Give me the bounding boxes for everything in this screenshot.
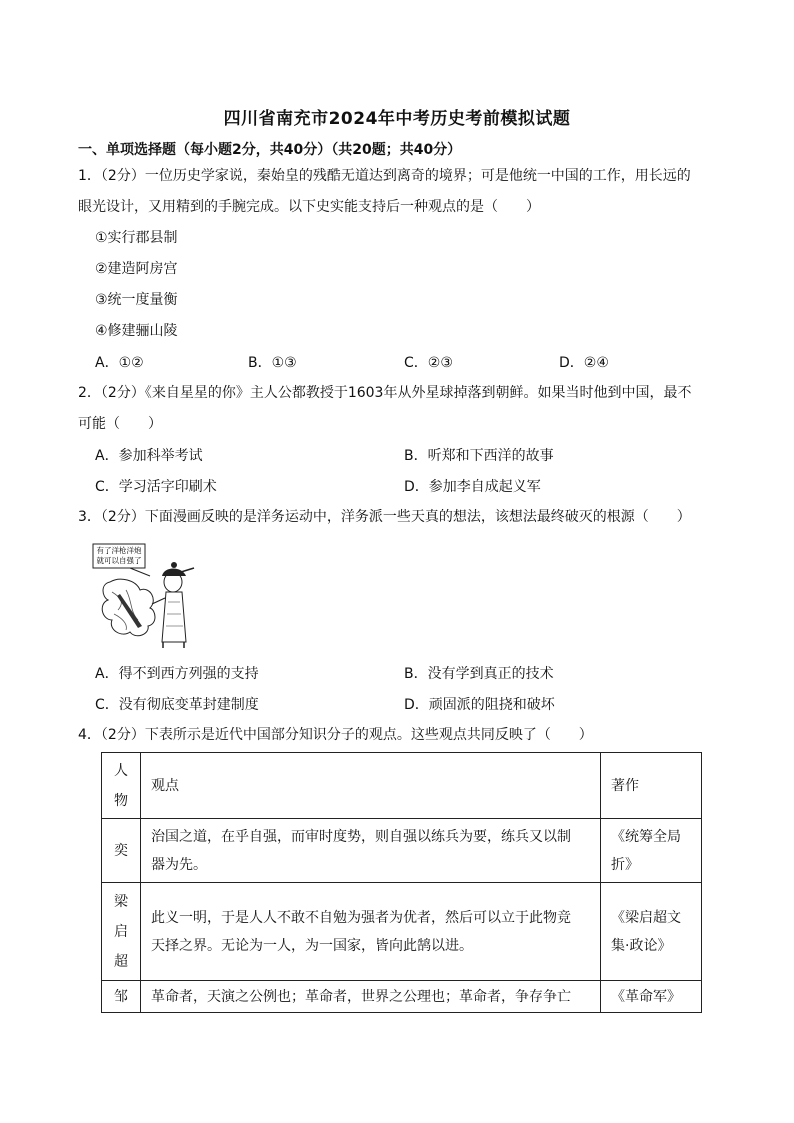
row2-work-line2: 集·政论》 [611, 937, 672, 954]
row2-view-line1: 此义一明，于是人人不敢不自勉为强者为优者，然后可以立于此物竞 [151, 909, 571, 926]
q1-option-c[interactable]: C．②③ [404, 355, 453, 371]
q2-stem-line2: 可能（ ） [78, 416, 162, 432]
row2-view [141, 883, 601, 981]
table-row [102, 981, 702, 1013]
row3-work: 《革命军》 [601, 981, 702, 1013]
row2-work [601, 883, 702, 981]
q1-stem-line1: 1．（2分）一位历史学家说，秦始皇的残酷无道达到离奇的境界；可是他统一中国的工作，用长远的 [78, 168, 691, 184]
row1-view-line1: 治国之道，在乎自强，而审时度势，则自强以练兵为要，练兵又以制 [151, 828, 571, 845]
header-work: 著作 [601, 753, 702, 819]
q2-option-d[interactable]: D．参加李自成起义军 [404, 479, 541, 495]
row2-person [102, 883, 141, 981]
q2-option-c[interactable]: C．学习活字印刷术 [95, 479, 217, 495]
row3-view: 革命者，天演之公例也；革命者，世界之公理也；革命者，争存争亡 [141, 981, 601, 1013]
row2-work-line1: 《梁启超文 [611, 909, 681, 926]
row1-view [141, 819, 601, 883]
q4-stem: 4．（2分）下表所示是近代中国部分知识分子的观点。这些观点共同反映了（ ） [78, 727, 593, 743]
q1-item-3: ③统一度量衡 [95, 292, 178, 308]
header-person [102, 753, 141, 819]
header-person-char2: 物 [114, 792, 128, 809]
q3-option-d[interactable]: D．顽固派的阻挠和破坏 [404, 697, 555, 713]
q3-cartoon [90, 542, 200, 652]
section-heading: 一、单项选择题（每小题2分，共40分）（共20题；共40分） [78, 142, 462, 158]
q1-option-d[interactable]: D．②④ [559, 355, 609, 371]
q1-item-2: ②建造阿房宫 [95, 261, 178, 277]
cartoon-caption-line1: 有了洋枪洋炮 [96, 546, 142, 555]
q3-option-c[interactable]: C．没有彻底变革封建制度 [95, 697, 259, 713]
q2-option-b[interactable]: B．听郑和下西洋的故事 [404, 448, 554, 464]
header-person-char1: 人 [114, 762, 128, 779]
row2-person-char1: 梁 [114, 893, 128, 910]
q1-item-1: ①实行郡县制 [95, 230, 178, 246]
q1-option-b[interactable]: B．①③ [248, 355, 297, 371]
q4-table [101, 752, 702, 1013]
q3-stem: 3．（2分）下面漫画反映的是洋务运动中，洋务派一些天真的想法，该想法最终破灭的根源（ ） [78, 509, 691, 525]
row1-work-line2: 折》 [611, 856, 639, 873]
row2-view-line2: 天择之界。无论为一人，为一国家，皆向此鹄以进。 [151, 937, 473, 954]
row1-person: 奕 [102, 819, 141, 883]
q3-option-a[interactable]: A．得不到西方列强的支持 [95, 666, 259, 682]
row1-view-line2: 器为先。 [151, 856, 207, 873]
q1-item-4: ④修建骊山陵 [95, 323, 178, 339]
q3-option-b[interactable]: B．没有学到真正的技术 [404, 666, 554, 682]
row2-person-char3: 超 [114, 953, 128, 970]
table-header-row [102, 753, 702, 819]
row2-person-char2: 启 [114, 923, 128, 940]
official-cartoon-illustration [90, 542, 200, 652]
cartoon-caption-line2: 就可以自强了 [96, 556, 142, 565]
q1-stem-line2: 眼光设计，又用精到的手腕完成。以下史实能支持后一种观点的是（ ） [78, 199, 540, 215]
table-row [102, 819, 702, 883]
row1-work [601, 819, 702, 883]
table-row [102, 883, 702, 981]
q2-option-a[interactable]: A．参加科举考试 [95, 448, 203, 464]
header-view: 观点 [141, 753, 601, 819]
q1-option-a[interactable]: A．①② [95, 355, 144, 371]
row1-work-line1: 《统筹全局 [611, 828, 681, 845]
q2-stem-line1: 2．（2分）《来自星星的你》主人公都教授于1603年从外星球掉落到朝鲜。如果当时他到中国，最不 [78, 385, 692, 401]
row3-person: 邹 [102, 981, 141, 1013]
page-title: 四川省南充市2024年中考历史考前模拟试题 [223, 109, 571, 129]
